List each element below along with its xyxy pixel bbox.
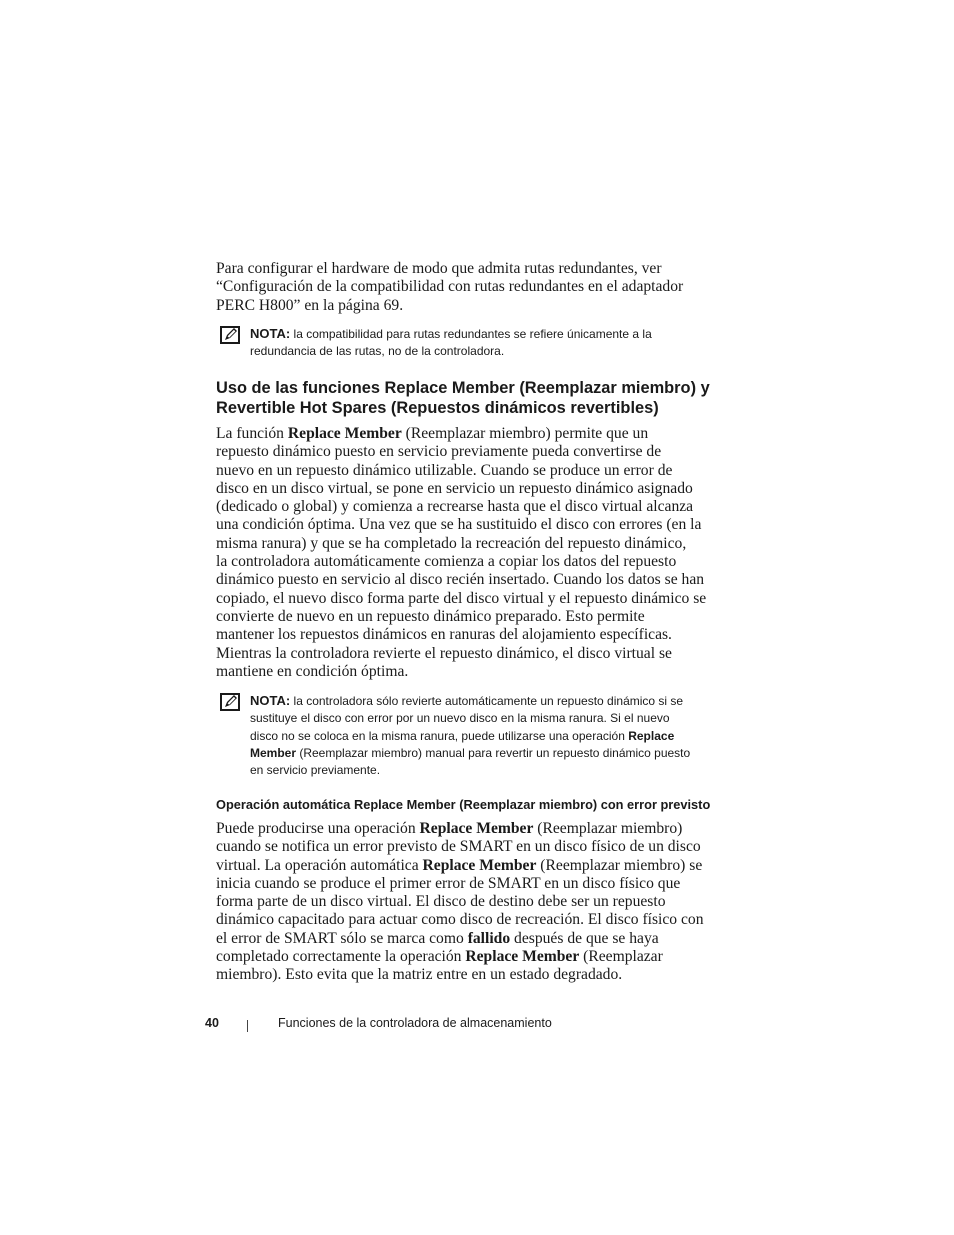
text-line: dinámico puesto en servicio al disco recién insertado. Cuando los datos se han [216,571,705,589]
text-line: inicia cuando se produce el primer error de SMART en un disco físico que [216,874,681,892]
text-line: mantiene en condición óptima. [216,662,409,680]
text-span: (Reemplazar [579,948,663,966]
footer-divider [247,1020,248,1032]
text-line: disco en un disco virtual, se pone en servicio un repuesto dinámico asignado [216,479,693,497]
text-line: convierte de nuevo en un repuesto dinámico preparado. Esto permite [216,607,645,625]
subsection-heading: Operación automática Replace Member (Reemplazar miembro) con error previsto [216,797,711,812]
section-heading [216,379,736,418]
subsection-paragraph [216,820,716,985]
text-span: (Reemplazar miembro) permite que un [401,425,649,442]
text-line: cuando se notifica un error previsto de SMART en un disco físico de un disco [216,838,701,856]
text-span: completado correctamente la operación [216,948,466,966]
note-text-line: la compatibilidad para rutas redundantes se refiere únicamente a la [290,327,652,341]
text-line: dinámico capacitado para actuar como disco de recreación. El disco físico con [216,911,704,929]
keyword-replace: Replace [628,728,675,743]
text-line: nuevo en un repuesto dinámico utilizable. Cuando se produce un error de [216,461,673,479]
text-line: mantener los repuestos dinámicos en ranuras del alojamiento específicas. [216,626,672,644]
note-text [250,325,720,361]
note-label: NOTA: [250,693,291,708]
note-text-span: la controladora sólo revierte automáticamente un repuesto dinámico si se [290,694,684,708]
page-number: 40 [205,1016,219,1030]
section-paragraph [216,425,716,681]
keyword-member: Member [250,745,297,760]
text-line: Mientras la controladora revierte el repuesto dinámico, el disco virtual se [216,644,672,662]
pencil-note-icon [219,692,241,712]
keyword-fallido: fallido [467,929,511,947]
note-text-line: redundancia de las rutas, no de la controladora. [250,344,505,359]
text-span: virtual. La operación automática [216,856,423,874]
text-line: miembro). Esto evita que la matriz entre en un estado degradado. [216,966,623,984]
keyword-replace-member: Replace Member [419,820,534,837]
note-text-line: en servicio previamente. [250,763,381,778]
note-label: NOTA: [250,326,291,341]
text-line: Para configurar el hardware de modo que admita rutas redundantes, ver [216,260,662,277]
text-line: la controladora automáticamente comienza a copiar los datos del repuesto [216,553,677,571]
note-text-span: (Reemplazar miembro) manual para revertir un repuesto dinámico puesto [296,745,691,760]
text-span: Puede producirse una operación [216,820,420,837]
text-line: (dedicado o global) y comienza a recrearse hasta que el disco virtual alcanza [216,498,694,516]
text-line: copiado, el nuevo disco forma parte del disco virtual y el repuesto dinámico se [216,589,707,607]
text-span: La función [216,425,288,442]
note-text [250,692,720,779]
keyword-replace-member: Replace Member [287,425,402,442]
keyword-replace-member: Replace Member [422,856,537,874]
heading-line: Revertible Hot Spares (Repuestos dinámicos revertibles) [216,398,659,417]
text-span: después de que se haya [510,929,659,947]
text-span: el error de SMART sólo se marca como [216,929,468,947]
keyword-replace-member: Replace Member [465,948,580,966]
footer-chapter-title: Funciones de la controladora de almacenamiento [278,1016,552,1030]
text-line: misma ranura) y que se ha completado la recreación del repuesto dinámico, [216,534,687,552]
text-line: repuesto dinámico puesto en servicio previamente pueda convertirse de [216,443,662,461]
text-span: (Reemplazar miembro) [533,820,683,837]
note-text-span: disco no se coloca en la misma ranura, puede utilizarse una operación [250,728,629,743]
note-text-line: sustituye el disco con error por un nuevo disco en la misma ranura. Si el nuevo [250,711,670,726]
intro-paragraph [216,260,716,315]
text-line: “Configuración de la compatibilidad con rutas redundantes en el adaptador [216,278,684,296]
text-span: (Reemplazar miembro) se [536,856,703,874]
page-footer [0,1016,954,1036]
text-line: PERC H800” en la página 69. [216,296,404,314]
text-line: una condición óptima. Una vez que se ha sustituido el disco con errores (en la [216,516,702,534]
heading-line: Uso de las funciones Replace Member (Reemplazar miembro) y [216,379,710,397]
text-line: forma parte de un disco virtual. El disco de destino debe ser un repuesto [216,893,666,911]
pencil-note-icon [219,325,241,345]
